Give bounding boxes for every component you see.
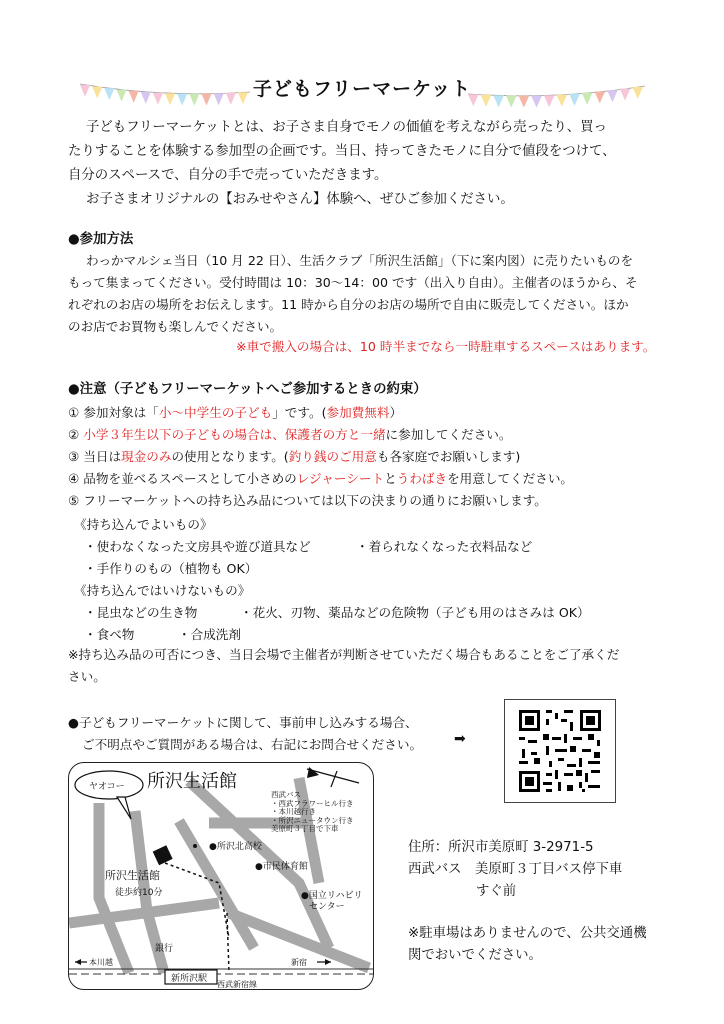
parking-note: ※車で搬入の場合は、10 時半までなら一時駐車するスペースはあります。 — [236, 339, 656, 354]
venue-marker — [153, 845, 173, 865]
arrow-right-icon: ➡ — [454, 731, 466, 747]
note-4: ④ 品物を並べるスペースとして小さめのレジャーシートとうわばきを用意してください。 — [68, 471, 574, 486]
allowed-item-2: ・着られなくなった衣料品など — [356, 539, 533, 554]
note-1: ① 参加対象は「小～中学生の子ども」です。(参加費無料） — [68, 405, 403, 420]
prohibited-item-1: ・昆虫などの生き物 — [84, 605, 198, 620]
walk-time-label: 徒歩約10分 — [115, 888, 163, 898]
rail-line-label: 西武新宿線 — [217, 980, 257, 989]
contact-line-1: ●子どもフリーマーケットに関して、事前申し込みする場合、 — [68, 715, 418, 730]
rehab-center-label: ●国立リハビリ センター — [301, 891, 363, 912]
final-note-line-1: ※持ち込み品の可否につき、当日会場で主催者が判断させていただく場合もあることをご了承くだ — [68, 647, 620, 662]
intro-line-1: 子どもフリーマーケットとは、お子さま自身でモノの価値を考えながら売ったり、買っ — [86, 120, 607, 135]
allowed-item-1: ・使わなくなった文房具や遊び道具など — [84, 539, 311, 554]
intro-line-2: たりすることを体験する参加型の企画です。当日、持ってきたモノに自分で値段をつけて、 — [68, 144, 616, 159]
method-line-4: のお店でお買物も楽しんでください。 — [68, 319, 283, 334]
qr-code-image — [505, 700, 615, 802]
method-heading: ●参加方法 — [68, 232, 134, 247]
shinjuku-label: 新宿 — [291, 958, 307, 967]
contact-line-2: ご不明点やご質問がある場合は、右記にお問合せください。 — [82, 737, 423, 752]
note-3: ③ 当日は現金のみの使用となります。(釣り銭のご用意も各家庭でお願いします) — [68, 449, 521, 464]
prohibited-heading: 《持ち込んではいけないもの》 — [74, 583, 251, 598]
prohibited-item-3: ・食べ物 — [84, 627, 135, 642]
allowed-heading: 《持ち込んでよいもの》 — [74, 517, 213, 532]
station-label: 新所沢駅 — [171, 974, 208, 984]
map-title: 所沢生活館 — [147, 771, 237, 792]
prohibited-item-4: ・合成洗剤 — [178, 627, 241, 642]
qr-code[interactable] — [504, 699, 616, 803]
note-5: ⑤ フリーマーケットへの持ち込み品については以下の決まりの通りにお願いします。 — [68, 493, 547, 508]
bank-label: 銀行 — [155, 944, 174, 954]
notes-heading: ●注意（子どもフリーマーケットへご参加するときの約束） — [68, 382, 427, 397]
venue-label: 所沢生活館 — [105, 869, 160, 882]
method-line-1: わっかマルシェ当日（10 月 22 日）、生活クラブ「所沢生活館」（下に案内図）に売りたいものを — [86, 253, 634, 268]
allowed-item-3: ・手作りのもの（植物も OK） — [84, 561, 258, 576]
bus-info: 西武バス ・西武フラワーヒル行き ・本川越行き ・所沢ニュータウン行き 美原町３丁目で下車 — [271, 790, 354, 833]
bus-stop-line-2: すぐ前 — [476, 884, 517, 899]
prohibited-item-2: ・花火、刃物、薬品などの危険物（子ども用のはさみは OK） — [240, 605, 590, 620]
intro-line-3: 自分のスペースで、自分の手で売っていただきます。 — [68, 168, 388, 183]
parking-note-line-1: ※駐車場はありませんので、公共交通機 — [408, 926, 647, 941]
final-note-line-2: さい。 — [68, 669, 106, 684]
access-map — [68, 762, 374, 990]
note-2: ② 小学３年生以下の子どもの場合は、保護者の方と一緒に参加してください。 — [68, 427, 512, 442]
hon-kawagoe-label: 本川越 — [89, 958, 113, 967]
method-line-2: もって集まってください。受付時間は 10：30～14：00 です（出入り自由）。主催者のほうから、そ — [68, 275, 638, 290]
school-label: ●所沢北高校 — [209, 842, 262, 852]
method-line-3: れぞれのお店の場所をお伝えします。11 時から自分のお店の場所で自由に販売してください。ほか — [68, 297, 629, 312]
parking-note-line-2: 関でおいでください。 — [408, 948, 542, 963]
address-line: 住所：所沢市美原町 3-2971-5 — [408, 840, 594, 855]
gym-label: ●市民体育館 — [255, 862, 308, 872]
yaoko-label: ヤオコー — [89, 782, 125, 792]
bus-stop-line: 西武バス 美原町３丁目バス停下車 — [408, 862, 623, 877]
page-title: 子どもフリーマーケット — [252, 78, 472, 100]
intro-line-4: お子さまオリジナルの【おみせやさん】体験へ、ぜひご参加ください。 — [86, 192, 514, 207]
